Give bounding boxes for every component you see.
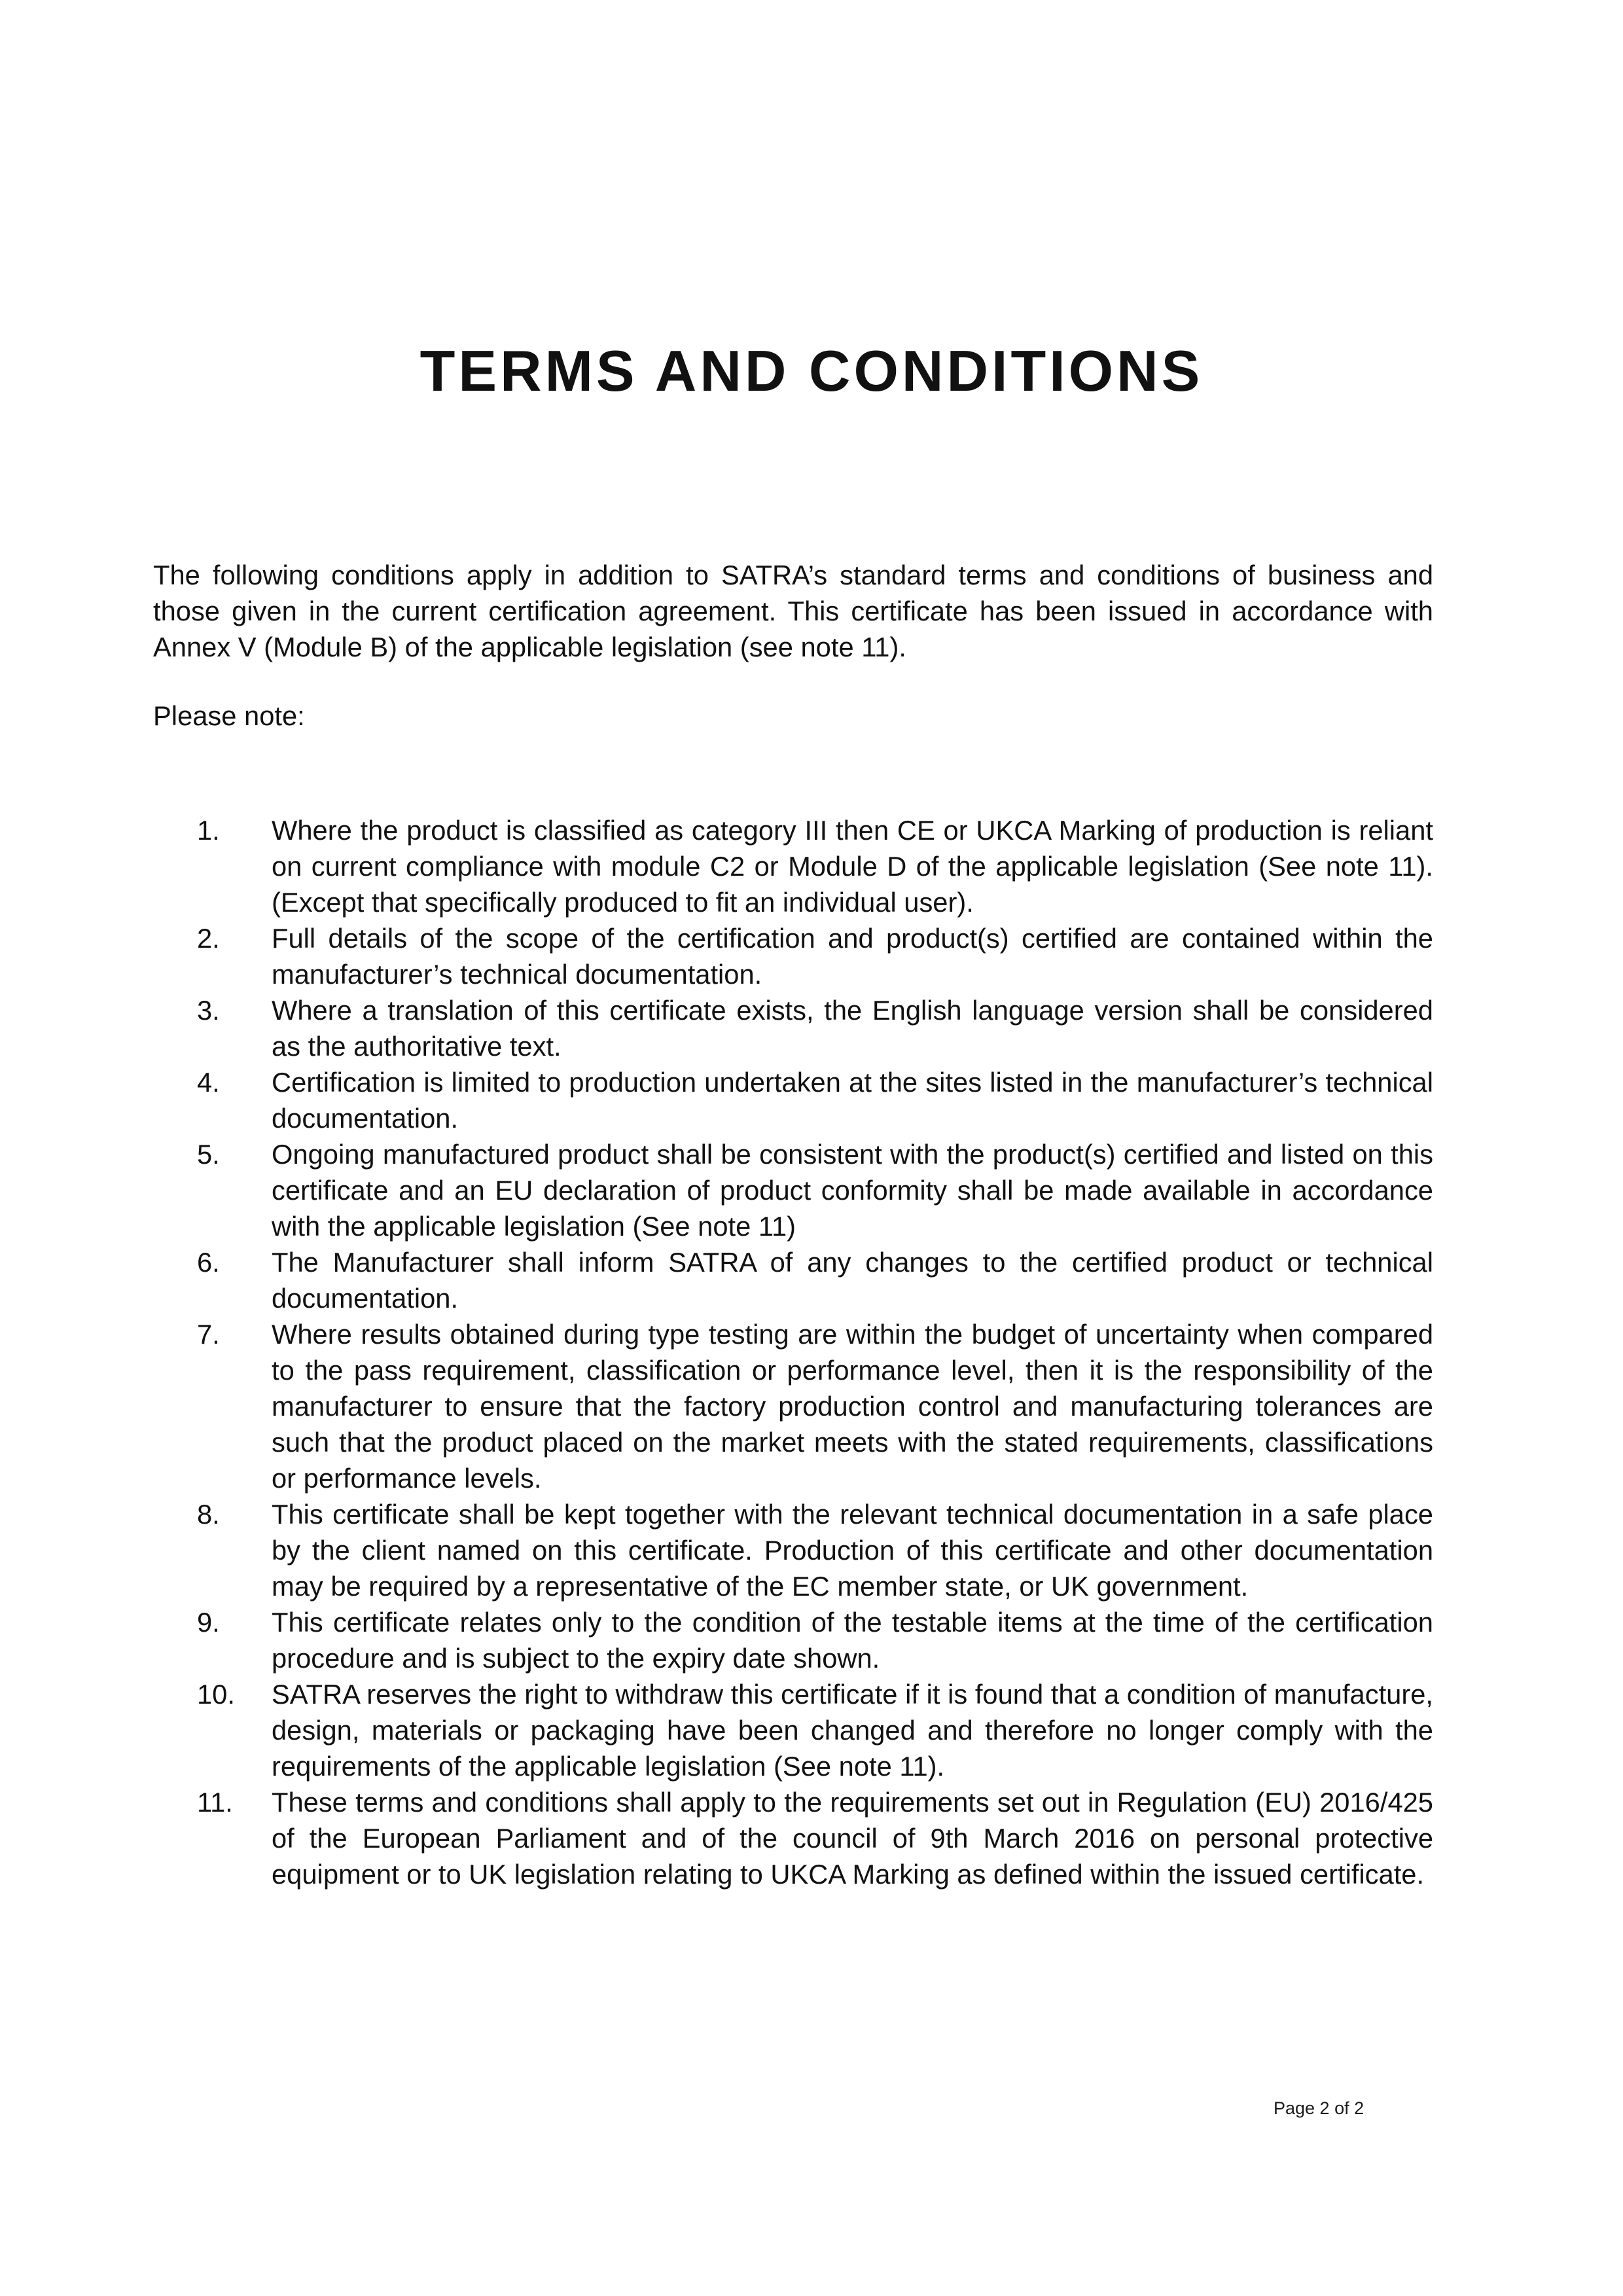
list-item-number: 2.: [197, 923, 220, 954]
list-item-number: 6.: [197, 1247, 220, 1278]
terms-list: [153, 812, 1433, 1892]
list-item-number: 10.: [197, 1679, 235, 1710]
terms-list-item: [153, 920, 1433, 992]
list-item-text: SATRA reserves the right to withdraw this certificate if it is found that a condition of manufacture, design, materials or packaging have been changed and therefore no longer comply with the requirements of the applicable legislation (See note 11).: [272, 1679, 1433, 1782]
terms-list-item: [153, 1676, 1433, 1784]
terms-list-item: [153, 812, 1433, 920]
list-item-text: Where the product is classified as category III then CE or UKCA Marking of production is reliant on current compliance with module C2 or Module D of the applicable legislation (See note 11). (Except that specifically produced to fit an individual user).: [272, 815, 1433, 918]
list-item-text: Where a translation of this certificate exists, the English language version shall be considered as the authoritative text.: [272, 995, 1433, 1062]
page-title: TERMS AND CONDITIONS: [419, 338, 1204, 403]
list-item-number: 8.: [197, 1499, 220, 1530]
list-item-text: The Manufacturer shall inform SATRA of any changes to the certified product or technical documentation.: [272, 1247, 1433, 1314]
list-item-text: This certificate shall be kept together with the relevant technical documentation in a safe place by the client named on this certificate. Production of this certificate and other documentation may be required by a representative of the EC member state, or UK government.: [272, 1499, 1433, 1602]
terms-list-item: [153, 1136, 1433, 1244]
terms-list-item: [153, 1244, 1433, 1316]
please-note-label: Please note:: [153, 700, 305, 731]
list-item-text: These terms and conditions shall apply to the requirements set out in Regulation (EU) 2016/425 of the European Parliament and of the council of 9th March 2016 on personal protective equipment or to UK legislation relating to UKCA Marking as defined within the issued certificate.: [272, 1787, 1433, 1890]
intro-paragraph: The following conditions apply in addition to SATRA’s standard terms and conditions of business and those given in the current certification agreement. This certificate has been issued in accordance with Annex V (Module B) of the applicable legislation (see note 11).: [153, 560, 1433, 662]
list-item-text: Full details of the scope of the certification and product(s) certified are contained within the manufacturer’s technical documentation.: [272, 923, 1433, 990]
terms-list-item: [153, 1784, 1433, 1892]
terms-list-item: [153, 1496, 1433, 1604]
terms-list-item: [153, 992, 1433, 1064]
terms-list-item: [153, 1064, 1433, 1136]
list-item-text: Ongoing manufactured product shall be consistent with the product(s) certified and listed on this certificate and an EU declaration of product conformity shall be made available in accordance with the applicable legislation (See note 11): [272, 1139, 1433, 1242]
list-item-number: 9.: [197, 1607, 220, 1638]
list-item-text: Certification is limited to production undertaken at the sites listed in the manufacturer’s technical documentation.: [272, 1067, 1433, 1134]
terms-list-item: [153, 1604, 1433, 1676]
list-item-number: 3.: [197, 995, 220, 1026]
list-item-number: 4.: [197, 1067, 220, 1098]
terms-list-item: [153, 1316, 1433, 1496]
list-item-number: 5.: [197, 1139, 220, 1170]
page-footer: [1274, 2098, 1364, 2118]
list-item-text: Where results obtained during type testing are within the budget of uncertainty when compared to the pass requirement, classification or performance level, then it is the responsibility of the manufacturer to ensure that the factory production control and manufacturing tolerances are such that the product placed on the market meets with the stated requirements, classifications or performance levels.: [272, 1319, 1433, 1494]
list-item-text: This certificate relates only to the condition of the testable items at the time of the certification procedure and is subject to the expiry date shown.: [272, 1607, 1433, 1674]
list-item-number: 1.: [197, 815, 220, 846]
list-item-number: 7.: [197, 1319, 220, 1350]
list-item-number: 11.: [197, 1787, 233, 1818]
page-number: Page 2 of 2: [1274, 2098, 1364, 2118]
